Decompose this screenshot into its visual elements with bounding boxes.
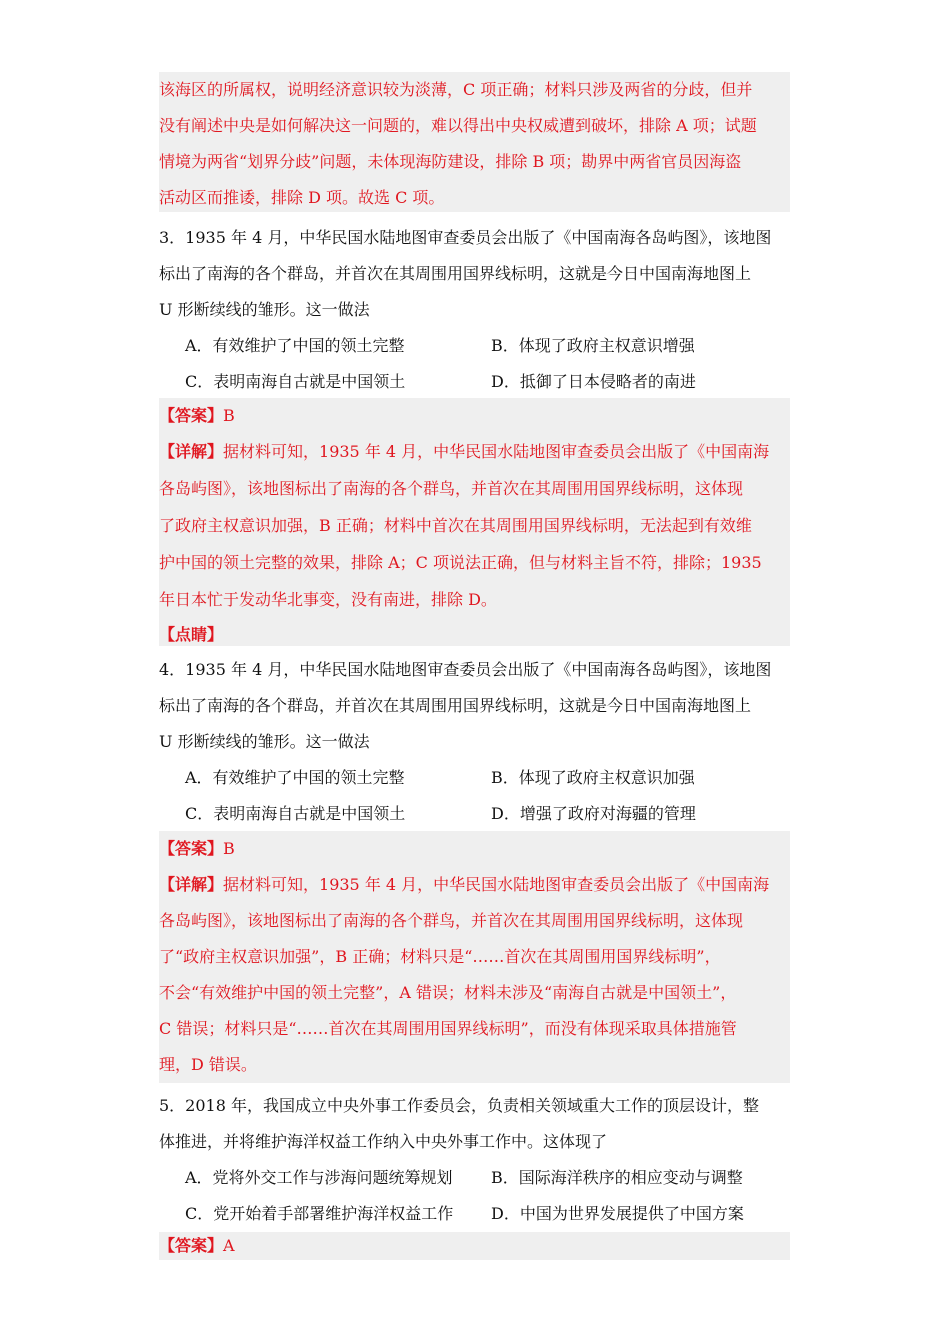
option-a: A．有效维护了中国的领土完整 <box>185 768 405 787</box>
option-b: B．体现了政府主权意识加强 <box>491 768 695 787</box>
question-3 <box>159 220 790 400</box>
question-stem: 5．2018 年，我国成立中央外事工作委员会，负责相关领域重大工作的顶层设计，整 <box>159 1096 759 1115</box>
question-5 <box>159 1088 790 1232</box>
explanation-line: 活动区而推诿，排除 D 项。故选 C 项。 <box>159 188 445 207</box>
detail-text: 据材料可知，1935 年 4 月，中华民国水陆地图审查委员会出版了《中国南海 <box>223 875 770 894</box>
option-a: A．党将外交工作与涉海问题统筹规划 <box>185 1168 453 1187</box>
explanation-line: 该海区的所属权，说明经济意识较为淡薄，C 项正确；材料只涉及两省的分歧，但并 <box>159 80 753 99</box>
option-b: B．体现了政府主权意识增强 <box>491 336 695 355</box>
answer-tag: 【答案】 <box>159 1236 224 1255</box>
answer-line <box>159 1228 235 1264</box>
answer-value: B <box>223 406 235 425</box>
question-stem: 3．1935 年 4 月，中华民国水陆地图审查委员会出版了《中国南海各岛屿图》，该地图 <box>159 228 772 247</box>
question-4 <box>159 652 790 832</box>
detail-line: 不会“有效维护中国的领土完整”，A 错误；材料未涉及“南海自古就是中国领土”， <box>159 983 737 1002</box>
detail-line: 各岛屿图》，该地图标出了南海的各个群鸟，并首次在其周围用国界线标明，这体现 <box>159 479 744 498</box>
option-c: C．表明南海自古就是中国领土 <box>185 372 406 391</box>
answer-value: A <box>223 1236 235 1255</box>
option-a: A．有效维护了中国的领土完整 <box>185 336 405 355</box>
explanation-line: 情境为两省“划界分歧”问题，未体现海防建设，排除 B 项；勘界中两省官员因海盗 <box>159 152 742 171</box>
q3-solution <box>159 398 790 646</box>
detail-line <box>159 867 769 903</box>
option-b: B．国际海洋秩序的相应变动与调整 <box>491 1168 743 1187</box>
prev-explanation <box>159 72 790 212</box>
point-tag: 【点睛】 <box>159 625 224 644</box>
question-stem: U 形断续线的雏形。这一做法 <box>159 732 370 751</box>
option-c: C．党开始着手部署维护海洋权益工作 <box>185 1204 454 1223</box>
answer-tag: 【答案】 <box>159 406 224 425</box>
option-d: D．中国为世界发展提供了中国方案 <box>491 1204 744 1223</box>
option-c: C．表明南海自古就是中国领土 <box>185 804 406 823</box>
question-stem: 体推进，并将维护海洋权益工作纳入中央外事工作中。这体现了 <box>159 1132 608 1151</box>
q5-solution <box>159 1232 790 1260</box>
explanation-line: 没有阐述中央是如何解决这一问题的，难以得出中央权威遭到破坏，排除 A 项；试题 <box>159 116 757 135</box>
question-stem: 标出了南海的各个群岛，并首次在其周围用国界线标明，这就是今日中国南海地图上 <box>159 696 752 715</box>
point-line <box>159 617 223 653</box>
answer-value: B <box>223 839 235 858</box>
answer-tag: 【答案】 <box>159 839 224 858</box>
detail-tag: 【详解】 <box>159 442 224 461</box>
q4-solution <box>159 831 790 1083</box>
detail-line: 了“政府主权意识加强”，B 正确；材料只是“……首次在其周围用国界线标明”， <box>159 947 721 966</box>
detail-line: 理，D 错误。 <box>159 1055 257 1074</box>
detail-line: 了政府主权意识加强，B 正确；材料中首次在其周围用国界线标明，无法起到有效维 <box>159 516 752 535</box>
option-d: D．抵御了日本侵略者的南进 <box>491 372 696 391</box>
detail-line <box>159 434 769 470</box>
detail-line: C 错误；材料只是“……首次在其周围用国界线标明”，而没有体现采取具体措施管 <box>159 1019 737 1038</box>
detail-line: 各岛屿图》，该地图标出了南海的各个群鸟，并首次在其周围用国界线标明，这体现 <box>159 911 744 930</box>
answer-line <box>159 831 235 867</box>
option-d: D．增强了政府对海疆的管理 <box>491 804 696 823</box>
question-stem: U 形断续线的雏形。这一做法 <box>159 300 370 319</box>
question-stem: 标出了南海的各个群岛，并首次在其周围用国界线标明，这就是今日中国南海地图上 <box>159 264 752 283</box>
detail-text: 据材料可知，1935 年 4 月，中华民国水陆地图审查委员会出版了《中国南海 <box>223 442 770 461</box>
detail-line: 护中国的领土完整的效果，排除 A；C 项说法正确，但与材料主旨不符，排除；1935 <box>159 553 762 572</box>
answer-line <box>159 398 235 434</box>
detail-line: 年日本忙于发动华北事变，没有南进，排除 D。 <box>159 590 497 609</box>
question-stem: 4．1935 年 4 月，中华民国水陆地图审查委员会出版了《中国南海各岛屿图》，该地图 <box>159 660 772 679</box>
detail-tag: 【详解】 <box>159 875 224 894</box>
